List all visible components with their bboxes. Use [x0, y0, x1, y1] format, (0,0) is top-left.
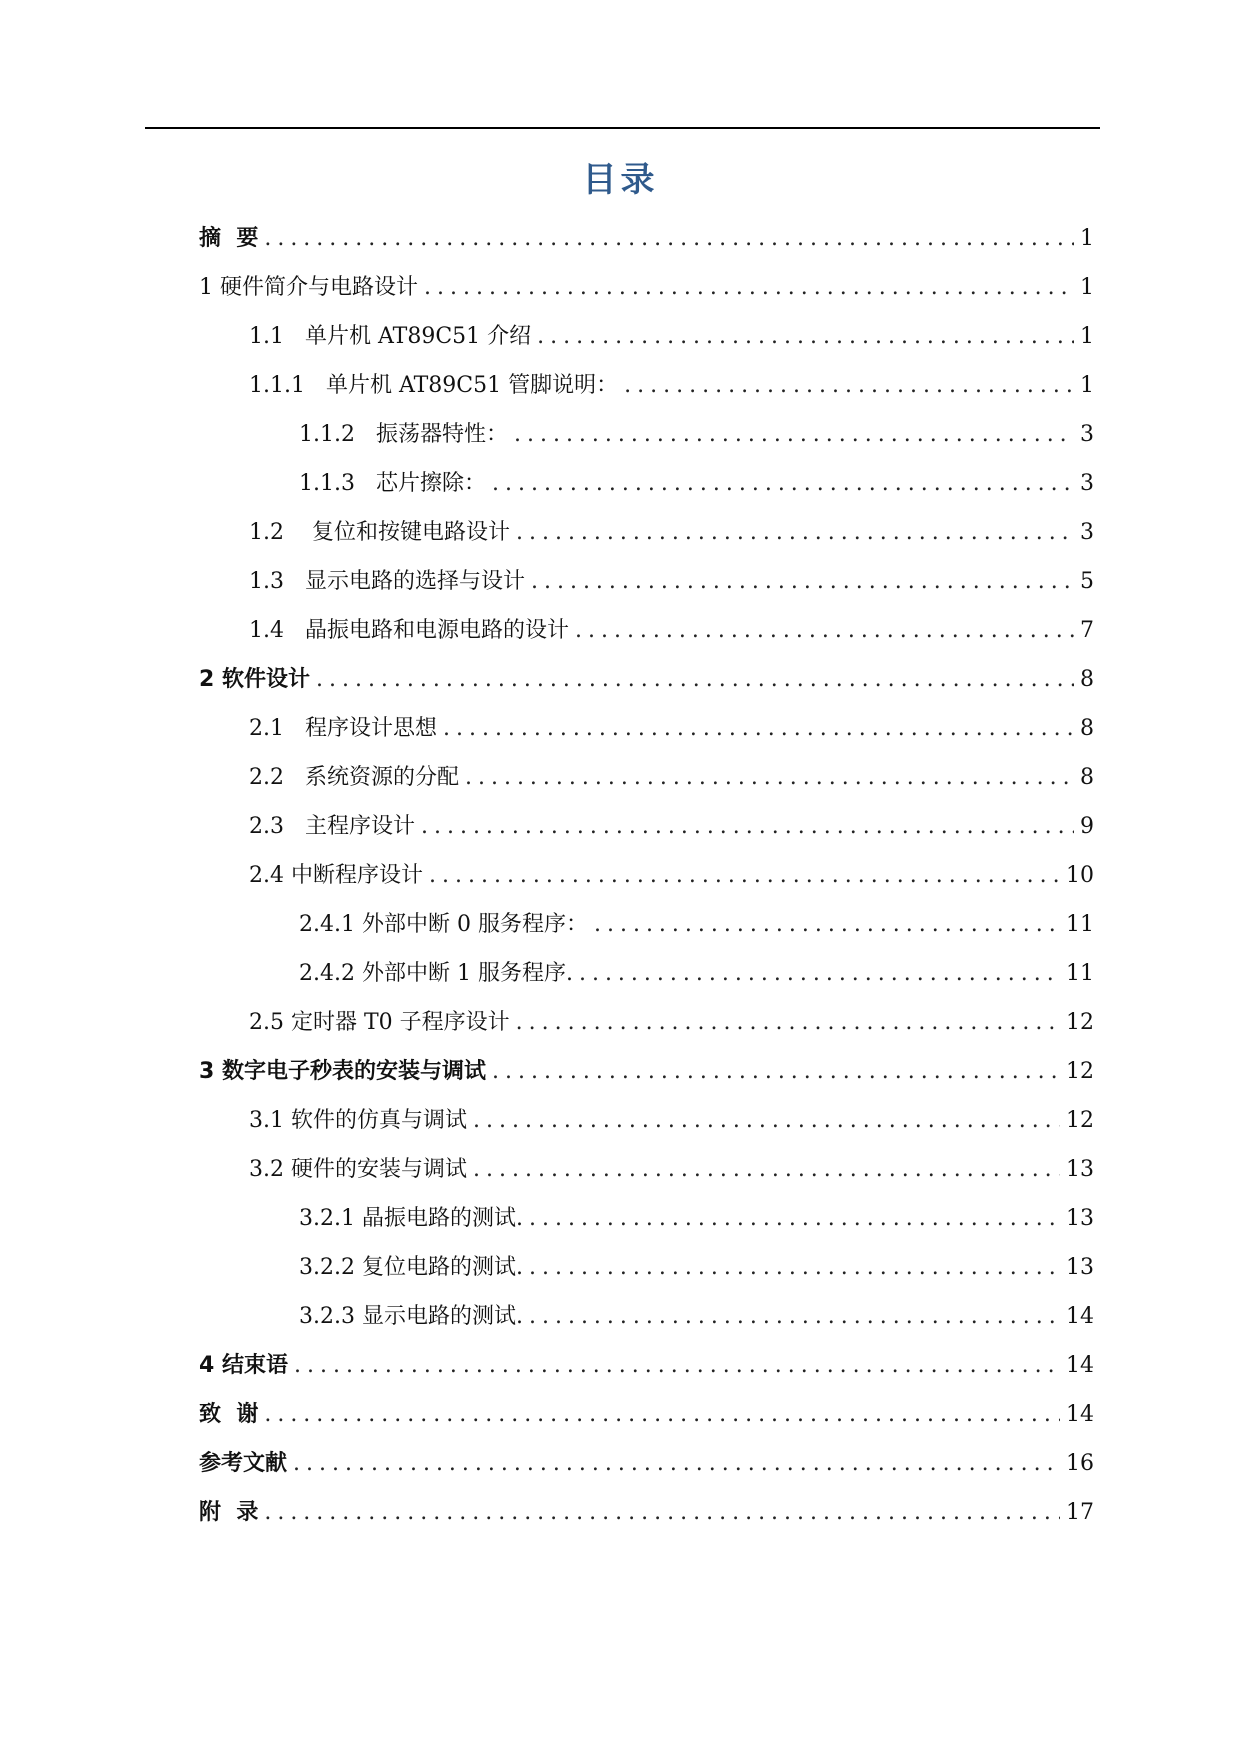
toc-entry-label: 1.1 单片机 AT89C51 介绍 — [249, 324, 532, 349]
toc-entry-page-number: 14 — [1066, 1304, 1094, 1329]
dot-leader — [594, 900, 1060, 949]
toc-entry-label: 4 结束语 — [199, 1353, 288, 1378]
toc-entry-label: 3.2 硬件的安装与调试 — [249, 1157, 467, 1182]
toc-entry[interactable] — [249, 1145, 1094, 1194]
toc-entry-page-number: 8 — [1080, 765, 1094, 790]
dot-leader — [293, 1439, 1060, 1488]
toc-entry-label: 致 谢 — [199, 1402, 259, 1427]
toc-entry-label: 3.1 软件的仿真与调试 — [249, 1108, 467, 1133]
toc-entry-page-number: 10 — [1066, 863, 1094, 888]
table-of-contents — [0, 214, 1241, 1537]
toc-entry-page-number: 11 — [1066, 912, 1094, 937]
toc-entry-label: 2.4 中断程序设计 — [249, 863, 423, 888]
toc-entry-label: 3.2.1 晶振电路的测试. — [299, 1206, 523, 1231]
toc-entry-page-number: 1 — [1080, 275, 1094, 300]
toc-entry-label: 摘 要 — [199, 226, 259, 251]
dot-leader — [529, 1194, 1060, 1243]
toc-entry[interactable] — [249, 361, 1094, 410]
toc-entry-label: 1.1.2 振荡器特性： — [299, 422, 508, 447]
dot-leader — [529, 1243, 1060, 1292]
toc-entry-label: 2 软件设计 — [199, 667, 310, 692]
dot-leader — [264, 1390, 1060, 1439]
toc-entry[interactable] — [199, 1488, 1094, 1537]
toc-entry[interactable] — [299, 459, 1094, 508]
toc-entry[interactable] — [299, 1243, 1094, 1292]
dot-leader — [624, 361, 1074, 410]
toc-entry-page-number: 12 — [1066, 1010, 1094, 1035]
toc-entry-page-number: 12 — [1066, 1059, 1094, 1084]
toc-entry[interactable] — [249, 998, 1094, 1047]
toc-entry-label: 2.5 定时器 T0 子程序设计 — [249, 1010, 510, 1035]
toc-entry-page-number: 16 — [1066, 1451, 1094, 1476]
dot-leader — [465, 753, 1074, 802]
toc-entry[interactable] — [249, 1096, 1094, 1145]
toc-entry-label: 3 数字电子秒表的安装与调试 — [199, 1059, 486, 1084]
toc-entry[interactable] — [199, 1390, 1094, 1439]
dot-leader — [316, 655, 1074, 704]
dot-leader — [429, 851, 1060, 900]
toc-entry-label: 1 硬件简介与电路设计 — [199, 275, 418, 300]
toc-entry[interactable] — [249, 508, 1094, 557]
toc-entry[interactable] — [199, 1341, 1094, 1390]
toc-entry-label: 1.3 显示电路的选择与设计 — [249, 569, 525, 594]
dot-leader — [473, 1145, 1060, 1194]
toc-entry[interactable] — [299, 949, 1094, 998]
dot-leader — [264, 214, 1074, 263]
toc-entry-page-number: 13 — [1066, 1255, 1094, 1280]
toc-entry-page-number: 5 — [1080, 569, 1094, 594]
toc-entry[interactable] — [249, 753, 1094, 802]
toc-entry-label: 1.4 晶振电路和电源电路的设计 — [249, 618, 569, 643]
dot-leader — [473, 1096, 1060, 1145]
dot-leader — [492, 459, 1074, 508]
toc-entry-label: 2.2 系统资源的分配 — [249, 765, 459, 790]
page-title: 目录 — [582, 160, 659, 200]
toc-entry[interactable] — [249, 557, 1094, 606]
toc-entry[interactable] — [199, 214, 1094, 263]
dot-leader — [424, 263, 1074, 312]
toc-entry-label: 2.3 主程序设计 — [249, 814, 415, 839]
dot-leader — [514, 410, 1074, 459]
toc-entry-page-number: 8 — [1080, 716, 1094, 741]
toc-entry-page-number: 13 — [1066, 1157, 1094, 1182]
dot-leader — [579, 949, 1060, 998]
toc-entry-label: 2.4.1 外部中断 0 服务程序： — [299, 912, 588, 937]
dot-leader — [421, 802, 1074, 851]
toc-entry-page-number: 14 — [1066, 1353, 1094, 1378]
toc-entry[interactable] — [249, 606, 1094, 655]
toc-entry[interactable] — [249, 704, 1094, 753]
toc-entry-page-number: 9 — [1080, 814, 1094, 839]
toc-entry-label: 2.1 程序设计思想 — [249, 716, 437, 741]
dot-leader — [516, 998, 1060, 1047]
toc-entry-page-number: 3 — [1080, 422, 1094, 447]
toc-entry-label: 2.4.2 外部中断 1 服务程序. — [299, 961, 573, 986]
dot-leader — [264, 1488, 1060, 1537]
dot-leader — [443, 704, 1074, 753]
toc-entry-label: 参考文献 — [199, 1451, 288, 1476]
dot-leader — [529, 1292, 1060, 1341]
toc-entry-page-number: 8 — [1080, 667, 1094, 692]
toc-entry-page-number: 17 — [1066, 1500, 1094, 1525]
toc-entry[interactable] — [199, 1439, 1094, 1488]
toc-entry-page-number: 13 — [1066, 1206, 1094, 1231]
dot-leader — [294, 1341, 1060, 1390]
toc-entry[interactable] — [199, 655, 1094, 704]
toc-entry[interactable] — [249, 312, 1094, 361]
toc-entry[interactable] — [199, 1047, 1094, 1096]
toc-entry-page-number: 12 — [1066, 1108, 1094, 1133]
toc-entry-label: 1.1.1 单片机 AT89C51 管脚说明： — [249, 373, 619, 398]
toc-entry-label: 3.2.2 复位电路的测试. — [299, 1255, 523, 1280]
toc-entry-label: 1.2 复位和按键电路设计 — [249, 520, 510, 545]
toc-entry-page-number: 1 — [1080, 226, 1094, 251]
dot-leader — [492, 1047, 1060, 1096]
toc-entry-label: 1.1.3 芯片擦除： — [299, 471, 486, 496]
dot-leader — [531, 557, 1074, 606]
toc-entry-page-number: 1 — [1080, 324, 1094, 349]
toc-entry-page-number: 11 — [1066, 961, 1094, 986]
dot-leader — [537, 312, 1074, 361]
dot-leader — [575, 606, 1074, 655]
header-rule — [145, 127, 1100, 129]
toc-entry[interactable] — [299, 410, 1094, 459]
toc-entry[interactable] — [199, 263, 1094, 312]
toc-entry[interactable] — [299, 1194, 1094, 1243]
toc-entry-label: 3.2.3 显示电路的测试. — [299, 1304, 523, 1329]
toc-entry[interactable] — [249, 802, 1094, 851]
toc-entry-page-number: 14 — [1066, 1402, 1094, 1427]
toc-entry-page-number: 3 — [1080, 520, 1094, 545]
toc-entry-label: 附 录 — [199, 1500, 259, 1525]
dot-leader — [516, 508, 1074, 557]
toc-entry-page-number: 3 — [1080, 471, 1094, 496]
toc-entry[interactable] — [299, 900, 1094, 949]
toc-entry-page-number: 7 — [1080, 618, 1094, 643]
toc-entry[interactable] — [299, 1292, 1094, 1341]
toc-entry[interactable] — [249, 851, 1094, 900]
toc-entry-page-number: 1 — [1080, 373, 1094, 398]
